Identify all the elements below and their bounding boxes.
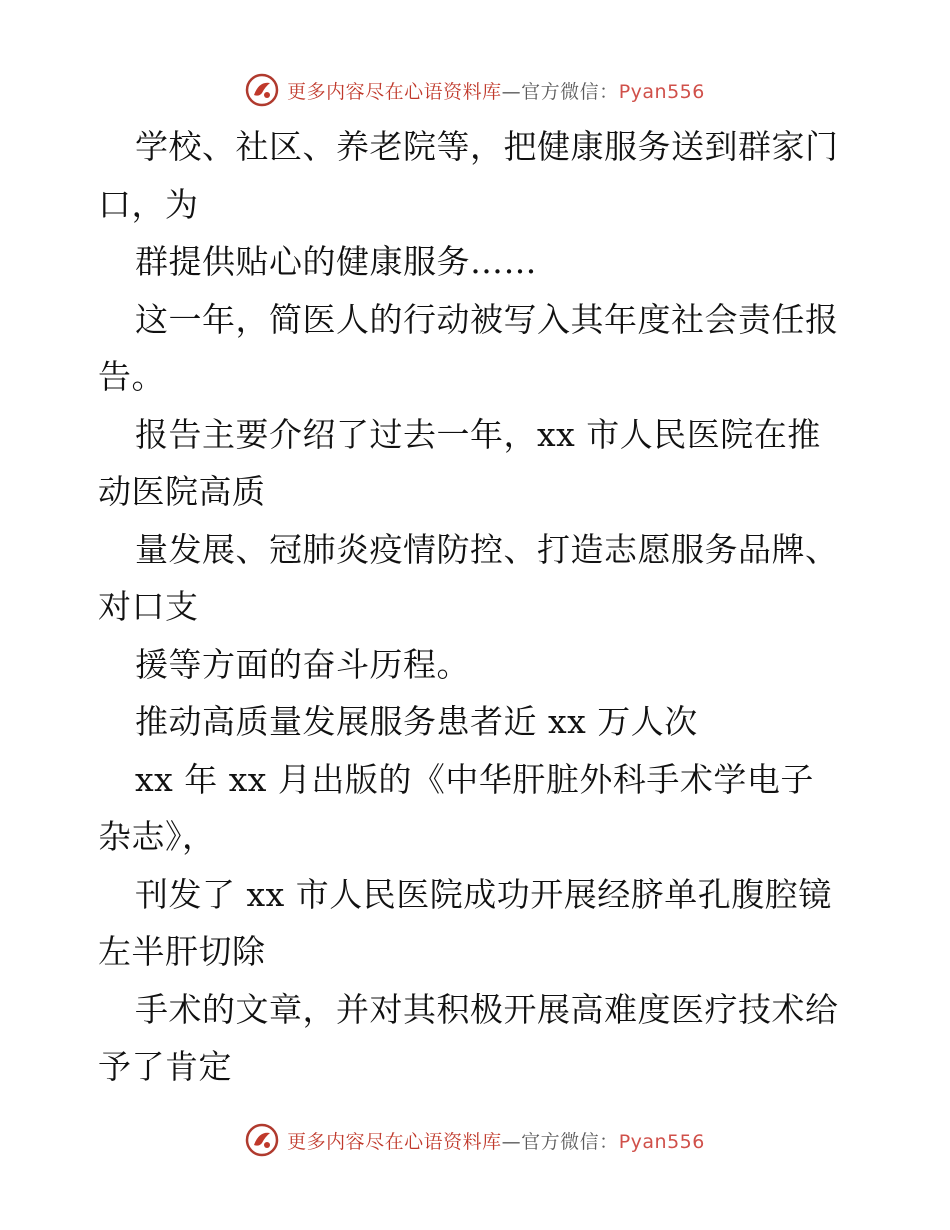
body-line: 援等方面的奋斗历程。 (135, 644, 470, 684)
banner-wechat-id: Pyan556 (618, 80, 705, 103)
body-line: 报告主要介绍了过去一年，xx 市人民医院在推 (135, 414, 821, 454)
body-line: 推动高质量发展服务患者近 xx 万人次 (135, 702, 698, 741)
banner-brand: 更多内容尽在心语资料库 (287, 1130, 502, 1153)
banner-official: 官方微信： (521, 80, 619, 103)
body-line: 学校、社区、养老院等，把健康服务送到群家门 (135, 127, 839, 166)
body-line: 予了肯定 (98, 1047, 232, 1086)
body-line: 杂志》， (98, 817, 216, 856)
body-line: 告。 (98, 357, 165, 396)
footer-watermark-banner (0, 1120, 950, 1160)
body-line: 对口支 (98, 587, 199, 626)
banner-dash: — (501, 1130, 522, 1153)
banner-dash: — (501, 80, 522, 103)
body-line: 口，为 (98, 184, 199, 224)
body-line: 手术的文章，并对其积极开展高难度医疗技术给 (135, 989, 839, 1029)
brand-logo-icon (245, 1123, 279, 1157)
header-watermark-banner (0, 70, 950, 110)
document-body (98, 118, 868, 1096)
banner-brand: 更多内容尽在心语资料库 (287, 80, 502, 103)
body-line: 左半肝切除 (98, 932, 266, 971)
brand-logo-icon (245, 73, 279, 107)
body-line: 刊发了 xx 市人民医院成功开展经脐单孔腹腔镜 (135, 874, 832, 914)
banner-text (287, 77, 705, 104)
body-line: 这一年，简医人的行动被写入其年度社会责任报 (135, 299, 839, 339)
body-line: 群提供贴心的健康服务…… (135, 242, 537, 281)
banner-wechat-id: Pyan556 (618, 1130, 705, 1153)
body-line: 动医院高质 (98, 472, 266, 511)
banner-official: 官方微信： (521, 1130, 619, 1153)
body-line: 量发展、冠肺炎疫情防控、打造志愿服务品牌、 (135, 529, 839, 569)
body-line: xx 年 xx 月出版的《中华肝脏外科手术学电子 (135, 759, 814, 799)
banner-text (287, 1127, 705, 1154)
